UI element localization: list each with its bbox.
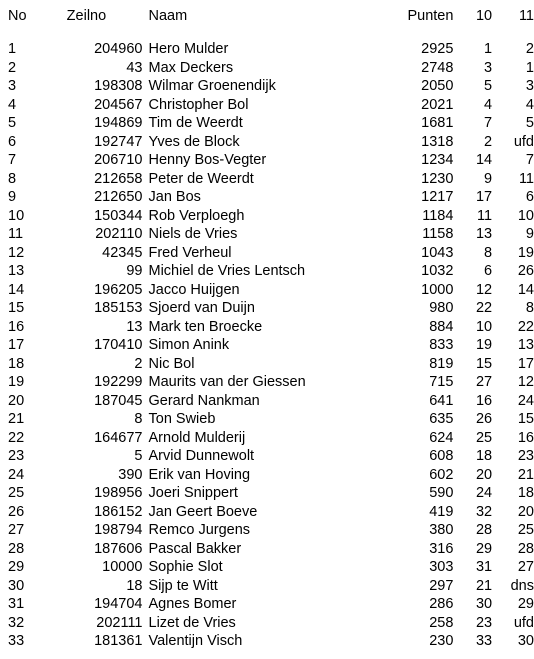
- cell-naam: Gerard Nankman: [148, 392, 260, 409]
- cell-punten: 1158: [422, 226, 454, 242]
- cell-zeilno: 150344: [94, 207, 143, 224]
- cell-punten: 819: [429, 355, 454, 372]
- cell-zeilno: 2: [134, 355, 143, 372]
- cell-race-10: 3: [484, 59, 493, 76]
- cell-naam: Henny Bos-Vegter: [148, 152, 267, 168]
- table-row: [8, 392, 534, 411]
- cell-naam: Joeri Snippert: [148, 485, 238, 501]
- cell-zeilno: 43: [126, 59, 143, 76]
- cell-race-11: 8: [525, 300, 534, 316]
- cell-race-11: 3: [525, 78, 534, 94]
- cell-punten: 297: [429, 577, 454, 594]
- cell-race-10: 17: [475, 189, 493, 205]
- cell-zeilno: 187606: [94, 540, 143, 557]
- cell-zeilno: 5: [134, 448, 143, 464]
- cell-naam: Lizet de Vries: [148, 614, 236, 631]
- cell-zeilno: 204960: [94, 41, 143, 57]
- cell-no: 25: [8, 485, 25, 501]
- cell-race-10: 27: [475, 374, 493, 390]
- cell-punten: 884: [429, 318, 454, 335]
- cell-naam: Hero Mulder: [148, 41, 229, 57]
- table-row: [8, 114, 534, 133]
- table-row: [8, 59, 534, 78]
- header-no: No: [8, 8, 27, 24]
- cell-zeilno: 212650: [94, 189, 143, 205]
- cell-naam: Jan Bos: [148, 189, 201, 205]
- cell-no: 33: [8, 633, 25, 649]
- cell-race-10: 29: [475, 540, 493, 557]
- cell-zeilno: 194704: [94, 596, 143, 612]
- cell-punten: 590: [429, 485, 454, 501]
- cell-race-11: 26: [517, 263, 534, 279]
- cell-naam: Jan Geert Boeve: [148, 503, 258, 520]
- cell-zeilno: 390: [118, 466, 143, 483]
- table-row: [8, 40, 534, 59]
- table-row: [8, 429, 534, 448]
- cell-punten: 641: [429, 392, 454, 409]
- table-row: [8, 281, 534, 300]
- table-row: [8, 595, 534, 614]
- cell-race-10: 15: [475, 355, 493, 372]
- cell-race-10: 33: [475, 633, 493, 649]
- cell-naam: Jacco Huijgen: [148, 281, 240, 298]
- cell-no: 30: [8, 577, 25, 594]
- table-row: [8, 133, 534, 152]
- table-row: [8, 484, 534, 503]
- cell-naam: Niels de Vries: [148, 226, 238, 242]
- cell-zeilno: 192299: [94, 374, 143, 390]
- cell-zeilno: 187045: [94, 392, 143, 409]
- header-race-10: 10: [475, 8, 493, 24]
- cell-punten: 1681: [421, 115, 454, 131]
- cell-punten: 624: [429, 429, 454, 446]
- table-row: [8, 614, 534, 633]
- cell-zeilno: 204567: [94, 96, 143, 113]
- cell-naam: Sophie Slot: [148, 559, 223, 575]
- cell-race-11: 10: [517, 207, 534, 224]
- cell-naam: Maurits van der Giessen: [148, 374, 306, 390]
- cell-race-10: 20: [475, 466, 493, 483]
- cell-no: 31: [8, 596, 25, 612]
- cell-race-10: 8: [484, 244, 493, 261]
- cell-naam: Yves de Block: [148, 133, 240, 150]
- cell-race-10: 2: [484, 133, 493, 150]
- cell-zeilno: 194869: [94, 115, 143, 131]
- cell-zeilno: 8: [134, 411, 143, 427]
- cell-punten: 2021: [421, 96, 454, 113]
- cell-zeilno: 202111: [96, 614, 143, 631]
- cell-no: 16: [8, 318, 25, 335]
- header-naam: Naam: [148, 8, 188, 24]
- table-row: [8, 373, 534, 392]
- cell-punten: 980: [429, 300, 454, 316]
- cell-punten: 286: [429, 596, 454, 612]
- cell-race-11: ufd: [513, 614, 534, 631]
- cell-race-10: 16: [475, 392, 493, 409]
- cell-race-11: 29: [517, 596, 534, 612]
- cell-no: 28: [8, 540, 25, 557]
- cell-no: 19: [8, 374, 25, 390]
- cell-no: 15: [8, 300, 25, 316]
- table-row: [8, 521, 534, 540]
- table-row: [8, 170, 534, 189]
- table-row: [8, 540, 534, 559]
- cell-punten: 2925: [421, 41, 454, 57]
- cell-no: 22: [8, 429, 25, 446]
- cell-zeilno: 186152: [94, 503, 143, 520]
- table-row: [8, 503, 534, 522]
- cell-naam: Mark ten Broecke: [148, 318, 263, 335]
- cell-no: 23: [8, 448, 25, 464]
- table-row: [8, 318, 534, 337]
- table-row: [8, 96, 534, 115]
- cell-punten: 1234: [421, 152, 454, 168]
- cell-race-10: 9: [484, 170, 493, 187]
- cell-race-11: 2: [525, 41, 534, 57]
- cell-naam: Fred Verheul: [148, 244, 232, 261]
- cell-race-11: 24: [517, 392, 534, 409]
- cell-no: 4: [8, 96, 17, 113]
- cell-zeilno: 206710: [94, 152, 143, 168]
- cell-naam: Max Deckers: [148, 59, 234, 76]
- cell-punten: 1217: [421, 189, 454, 205]
- cell-no: 8: [8, 170, 17, 187]
- cell-no: 2: [8, 59, 17, 76]
- cell-naam: Wilmar Groenendijk: [148, 78, 276, 94]
- cell-no: 5: [8, 115, 17, 131]
- table-row: [8, 466, 534, 485]
- cell-race-11: 4: [525, 96, 534, 113]
- cell-punten: 316: [429, 540, 454, 557]
- cell-zeilno: 42345: [102, 244, 143, 261]
- cell-zeilno: 202110: [95, 226, 143, 242]
- cell-race-11: 18: [517, 485, 534, 501]
- cell-race-10: 1: [484, 41, 493, 57]
- cell-race-11: 28: [517, 540, 534, 557]
- cell-naam: Christopher Bol: [148, 96, 249, 113]
- cell-no: 21: [8, 411, 25, 427]
- cell-naam: Peter de Weerdt: [148, 170, 254, 187]
- cell-race-10: 31: [475, 559, 493, 575]
- cell-race-11: 7: [525, 152, 534, 168]
- cell-zeilno: 18: [126, 577, 143, 594]
- cell-no: 20: [8, 392, 25, 409]
- cell-race-10: 26: [475, 411, 493, 427]
- cell-race-10: 10: [475, 318, 493, 335]
- cell-punten: 1184: [422, 207, 454, 224]
- cell-race-10: 18: [475, 448, 493, 464]
- cell-naam: Erik van Hoving: [148, 466, 251, 483]
- cell-zeilno: 13: [126, 318, 143, 335]
- cell-punten: 602: [429, 466, 454, 483]
- cell-race-11: 23: [517, 448, 534, 464]
- cell-naam: Michiel de Vries Lentsch: [148, 263, 306, 279]
- cell-punten: 1000: [421, 281, 454, 298]
- cell-zeilno: 196205: [94, 281, 143, 298]
- cell-race-10: 14: [475, 152, 493, 168]
- cell-punten: 2050: [421, 78, 454, 94]
- cell-zeilno: 99: [126, 263, 143, 279]
- cell-zeilno: 198956: [94, 485, 143, 501]
- cell-punten: 715: [429, 374, 454, 390]
- table-row: [8, 355, 534, 374]
- cell-no: 24: [8, 466, 25, 483]
- results-table: [8, 4, 534, 651]
- cell-naam: Valentijn Visch: [148, 633, 243, 649]
- cell-no: 13: [8, 263, 25, 279]
- cell-race-11: 13: [517, 337, 534, 353]
- cell-naam: Agnes Bomer: [148, 596, 237, 612]
- cell-naam: Pascal Bakker: [148, 540, 242, 557]
- cell-race-11: 27: [517, 559, 534, 575]
- table-row: [8, 577, 534, 596]
- cell-punten: 380: [429, 522, 454, 538]
- cell-zeilno: 212658: [94, 170, 143, 187]
- cell-race-11: 9: [525, 226, 534, 242]
- cell-no: 3: [8, 78, 17, 94]
- table-row: [8, 336, 534, 355]
- cell-no: 17: [8, 337, 25, 353]
- cell-naam: Ton Swieb: [148, 411, 216, 427]
- cell-naam: Sjoerd van Duijn: [148, 300, 255, 316]
- cell-no: 6: [8, 133, 17, 150]
- cell-race-10: 24: [475, 485, 493, 501]
- cell-race-11: 22: [517, 318, 534, 335]
- table-row: [8, 299, 534, 318]
- cell-race-10: 4: [484, 96, 493, 113]
- cell-zeilno: 185153: [94, 300, 143, 316]
- cell-race-11: 20: [517, 503, 534, 520]
- cell-race-11: 14: [517, 281, 534, 298]
- cell-race-11: 5: [525, 115, 534, 131]
- header-punten: Punten: [407, 8, 454, 24]
- cell-punten: 419: [429, 503, 454, 520]
- cell-no: 11: [8, 226, 24, 242]
- table-row: [8, 262, 534, 281]
- cell-race-10: 13: [475, 226, 493, 242]
- cell-race-11: 6: [525, 189, 534, 205]
- cell-race-11: 30: [517, 633, 534, 649]
- cell-race-10: 30: [475, 596, 493, 612]
- cell-race-10: 19: [475, 337, 493, 353]
- cell-race-11: 25: [517, 522, 534, 538]
- cell-punten: 1230: [421, 170, 454, 187]
- cell-race-11: 17: [517, 355, 534, 372]
- cell-race-11: 21: [517, 466, 534, 483]
- cell-naam: Remco Jurgens: [148, 522, 251, 538]
- table-row: [8, 225, 534, 244]
- cell-punten: 303: [429, 559, 454, 575]
- table-row: [8, 558, 534, 577]
- cell-race-10: 32: [475, 503, 493, 520]
- cell-race-11: ufd: [513, 133, 534, 150]
- cell-punten: 1318: [421, 133, 454, 150]
- cell-no: 18: [8, 355, 25, 372]
- cell-naam: Arvid Dunnewolt: [148, 448, 255, 464]
- header-row: [8, 4, 534, 30]
- table-row: [8, 447, 534, 466]
- cell-zeilno: 181361: [94, 633, 143, 649]
- cell-naam: Nic Bol: [148, 355, 195, 372]
- cell-punten: 2748: [421, 59, 454, 76]
- header-spacer: [8, 30, 534, 40]
- results-body: [8, 40, 534, 651]
- cell-race-11: 19: [517, 244, 534, 261]
- cell-zeilno: 198794: [94, 522, 143, 538]
- cell-race-10: 5: [484, 78, 493, 94]
- cell-race-11: 16: [517, 429, 534, 446]
- cell-no: 10: [8, 207, 25, 224]
- cell-race-10: 21: [475, 577, 493, 594]
- cell-punten: 230: [429, 633, 454, 649]
- cell-punten: 635: [429, 411, 454, 427]
- cell-race-11: dns: [510, 577, 534, 594]
- cell-no: 1: [8, 41, 17, 57]
- cell-naam: Tim de Weerdt: [148, 115, 243, 131]
- cell-zeilno: 170410: [94, 337, 143, 353]
- cell-punten: 1032: [421, 263, 454, 279]
- cell-race-10: 25: [475, 429, 493, 446]
- cell-no: 26: [8, 503, 25, 520]
- cell-zeilno: 164677: [94, 429, 143, 446]
- cell-punten: 258: [429, 614, 454, 631]
- table-row: [8, 632, 534, 651]
- cell-race-10: 6: [484, 263, 493, 279]
- cell-no: 27: [8, 522, 25, 538]
- cell-naam: Rob Verploegh: [148, 207, 245, 224]
- cell-race-10: 23: [475, 614, 493, 631]
- table-row: [8, 207, 534, 226]
- cell-punten: 833: [429, 337, 454, 353]
- cell-zeilno: 198308: [94, 78, 143, 94]
- cell-naam: Sijp te Witt: [148, 577, 218, 594]
- cell-race-10: 28: [475, 522, 493, 538]
- cell-race-10: 11: [477, 207, 493, 224]
- cell-no: 29: [8, 559, 25, 575]
- cell-zeilno: 192747: [94, 133, 143, 150]
- cell-race-11: 12: [517, 374, 534, 390]
- cell-no: 9: [8, 189, 17, 205]
- cell-no: 12: [8, 244, 25, 261]
- cell-race-11: 1: [525, 59, 534, 76]
- cell-naam: Arnold Mulderij: [148, 429, 246, 446]
- cell-race-10: 7: [484, 115, 493, 131]
- table-row: [8, 188, 534, 207]
- cell-race-10: 12: [475, 281, 493, 298]
- table-row: [8, 410, 534, 429]
- cell-no: 14: [8, 281, 25, 298]
- table-row: [8, 244, 534, 263]
- cell-punten: 608: [429, 448, 454, 464]
- table-row: [8, 151, 534, 170]
- table-row: [8, 77, 534, 96]
- cell-race-11: 11: [518, 170, 534, 187]
- cell-naam: Simon Anink: [148, 337, 230, 353]
- cell-race-11: 15: [517, 411, 534, 427]
- cell-no: 7: [8, 152, 17, 168]
- cell-zeilno: 10000: [102, 559, 143, 575]
- header-zeilno: Zeilno: [66, 8, 107, 24]
- cell-race-10: 22: [475, 300, 493, 316]
- cell-punten: 1043: [421, 244, 454, 261]
- cell-no: 32: [8, 614, 25, 631]
- header-race-11: 11: [518, 8, 534, 24]
